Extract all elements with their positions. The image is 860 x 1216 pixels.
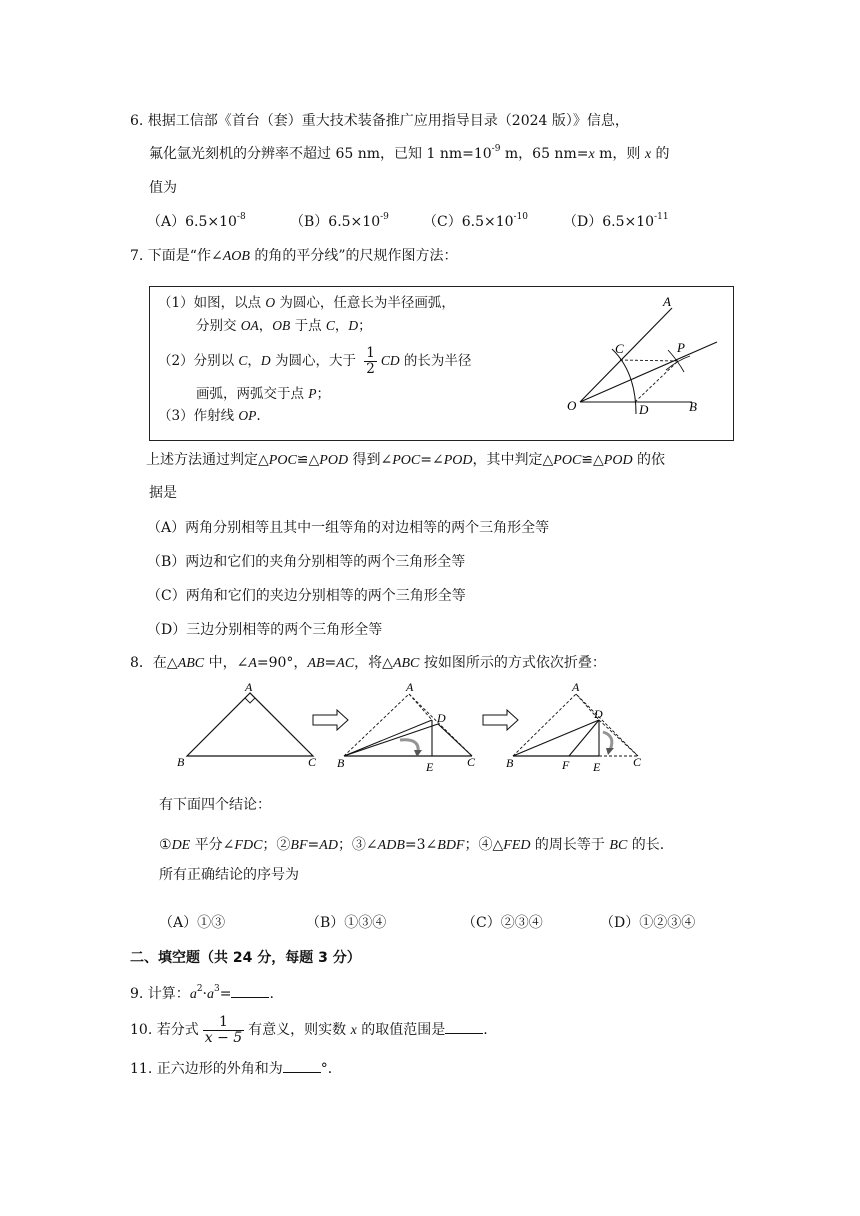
q7-fraction-half: $\frac{1}{2}$ [366,345,375,377]
q7-label-D: D [639,402,649,417]
q7-label-P: P [677,340,685,355]
q8-fig3-label-C: C [633,755,642,769]
q8-fig1-label-C: C [308,755,317,769]
q7-option-d: （D）三边分别相等的两个三角形全等 [147,622,383,638]
q7-step3: （3）作射线 OP. [158,408,261,424]
q8-option-c: （C）②③④ [462,915,543,931]
q8-fig2-label-E: E [426,760,434,774]
q11: 11. 正六边形的外角和为 °． [130,1058,342,1079]
q8-fig1-label-A: A [245,680,253,694]
q8-folding-figure [174,680,654,778]
q6-option-d: $(D)6.5\times 10^{-11}$ [563,212,669,230]
q7-step2-line1: （2）分别以 C，D 为圆心，大于 $\frac{1}{2}$ CD 的长为半径 [158,345,472,377]
q7-step2-line2: 画弧，两弧交于点 P； [196,386,331,402]
q8-fig3-label-D: D [594,707,603,721]
q8-fig2-label-C: C [467,755,476,769]
q7-label-A: A [663,294,671,309]
q8-fig3-label-E: E [593,760,601,774]
q7-label-C: C [615,341,624,356]
q10-fraction: $\frac{1}{x - 5}$ [204,1013,243,1046]
q8-fig3-label-F: F [562,758,570,772]
q7-option-b: （B）两边和它们的夹角分别相等的两个三角形全等 [147,554,466,570]
q8-conclusions: ①DE 平分∠FDC；②BF=AD；③∠ADB=3∠BDF；④△FED 的周长等于 BC 的长. [159,837,665,853]
q10-answer-blank[interactable] [445,1019,483,1034]
q8-option-a: （A）①③ [159,915,226,931]
q7-option-c: （C）两角和它们的夹边分别相等的两个三角形全等 [147,588,466,604]
q8-fig3-label-B: B [506,756,514,770]
q7-title: 7. 下面是“作∠AOB 的角的平分线”的尺规作图方法： [130,248,458,264]
q7-label-O: O [567,398,577,413]
q6-option-a: $(A)6.5\times 10^{-8}$ [147,212,246,230]
q6-line1: 6. 根据工信部《首台（套）重大技术装备推广应用指导目录（2024 版）》信息， [130,113,629,129]
q7-angle-bisector-figure [560,292,730,422]
q8-arrow-1 [313,710,348,730]
q6-option-c: $(C)6.5\times 10^{-10}$ [423,212,529,230]
q9-answer-blank[interactable] [231,983,269,998]
section2-title: 二、填空题（共 24 分，每题 3 分） [130,950,361,966]
q7-label-B: B [689,399,697,414]
q8-arrow-2 [483,710,518,730]
q8-title: 8．在△ABC 中，∠A=90°，AB=AC，将△ABC 按如图所示的方式依次折叠： [130,655,606,671]
q6-option-b: $(B)6.5\times 10^{-9}$ [290,212,389,230]
q7-after-line2: 据是 [149,485,177,501]
q8-option-b: （B）①③④ [306,915,387,931]
q9: 9. 计算：$a^2\cdot a^3=$ . [130,984,274,1002]
q8-fig1-label-B: B [177,755,185,769]
q8-fig3-label-A: A [572,680,580,694]
q11-answer-blank[interactable] [283,1058,321,1073]
q8-fig2-label-D: D [437,711,446,725]
q8-ask: 所有正确结论的序号为 [159,867,299,883]
q7-step1-line1: （1）如图，以点 O 为圆心，任意长为半径画弧， [158,295,455,311]
q10: 10. 若分式 $\frac{1}{x - 5}$ 有意义，则实数 x 的取值范围是 . [130,1013,488,1046]
q8-fig2-label-A: A [406,680,414,694]
q7-after-line1: 上述方法通过判定△POC≌△POD 得到∠POC=∠POD，其中判定△POC≌△POD 的依 [146,452,666,468]
q8-fig2-label-B: B [337,756,345,770]
q7-step1-line2: 分别交 OA，OB 于点 C，D； [196,318,372,334]
q7-option-a: （A）两角分别相等且其中一组等角的对边相等的两个三角形全等 [147,520,550,536]
q6-line2: 氟化氩光刻机的分辨率不超过 65 nm，已知 1 $nm=10^{-9}$ m，65 nm=x m，则 x 的 [149,144,670,162]
q8-option-d: （D）①②③④ [600,915,696,931]
q6-line3: 值为 [149,180,177,196]
q8-intro: 有下面四个结论： [159,797,271,813]
